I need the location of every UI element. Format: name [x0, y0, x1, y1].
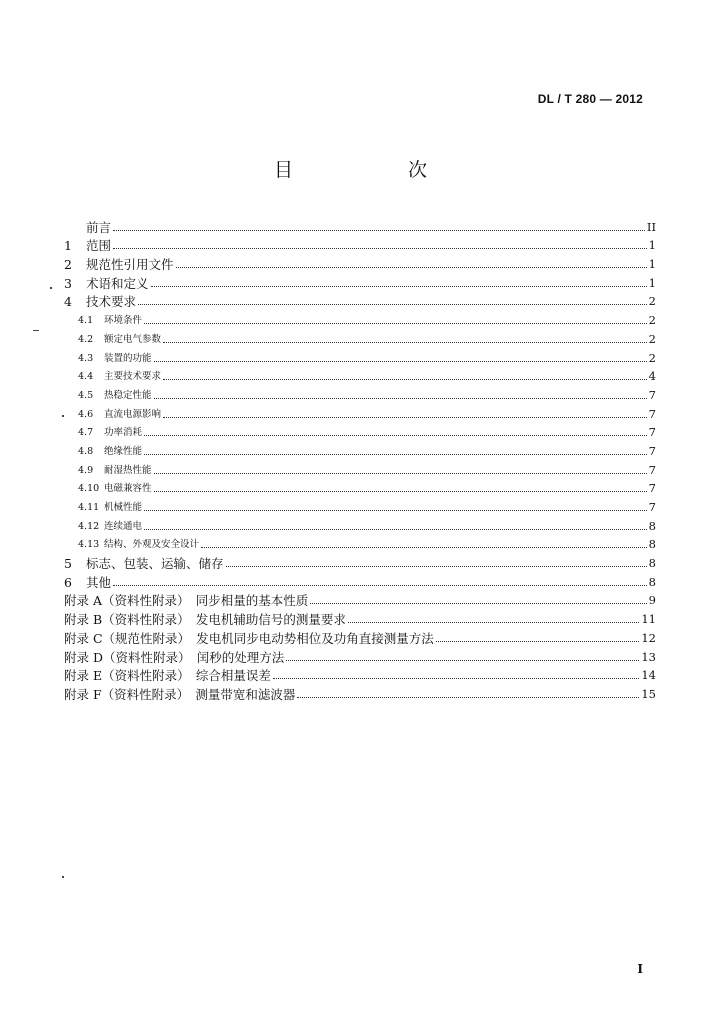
dot-leader — [436, 641, 640, 642]
toc-entry-4-1[interactable] — [64, 309, 656, 328]
dot-leader — [144, 323, 647, 324]
dot-leader — [154, 398, 647, 399]
toc-entry-4-7[interactable] — [64, 422, 656, 441]
dot-leader — [176, 267, 647, 268]
toc-entry-label: 范围 — [86, 238, 112, 254]
dot-leader — [201, 547, 647, 548]
toc-entry-6[interactable] — [64, 571, 656, 590]
toc-entry-4-8[interactable] — [64, 440, 656, 459]
toc-entry-number: 4.13 — [78, 539, 100, 551]
toc-entry-5[interactable] — [64, 552, 656, 571]
toc-entry-label: 前言 — [86, 219, 112, 235]
toc-entry-label: 规范性引用文件 — [86, 257, 174, 273]
toc-entry-label: 功率消耗 — [104, 427, 143, 439]
dot-leader — [154, 491, 647, 492]
standard-code: DL / T 280 — 2012 — [537, 92, 643, 106]
dot-leader — [348, 622, 639, 623]
toc-entry-page: 13 — [641, 649, 656, 664]
toc-entry-page: 7 — [648, 443, 656, 458]
toc-entry-2[interactable] — [64, 253, 656, 272]
toc-entry-number: 4.5 — [78, 389, 94, 401]
toc-entry-4-11[interactable] — [64, 496, 656, 515]
toc-entry-4-6[interactable] — [64, 403, 656, 422]
toc-entry-page: 7 — [648, 462, 656, 477]
toc-entry-number: 2 — [64, 257, 72, 273]
dot-leader — [286, 660, 639, 661]
toc-entry-3[interactable] — [64, 272, 656, 291]
toc-entry-page: 1 — [648, 257, 656, 272]
toc-entry-4-12[interactable] — [64, 515, 656, 534]
toc-entry-4-5[interactable] — [64, 384, 656, 403]
dot-leader — [163, 417, 647, 418]
toc-entry-page: 11 — [641, 612, 656, 627]
toc-entry-page: 8 — [648, 518, 656, 533]
toc-entry-label: 附录 E（资料性附录） 综合相量误差 — [64, 668, 271, 684]
table-of-contents — [64, 216, 656, 702]
dot-leader — [144, 510, 647, 511]
toc-entry-page: 14 — [641, 668, 656, 683]
toc-entry-label: 直流电源影响 — [104, 408, 162, 420]
toc-entry-annex-f[interactable] — [64, 683, 656, 702]
toc-entry-4-9[interactable] — [64, 459, 656, 478]
toc-entry-4-2[interactable] — [64, 328, 656, 347]
toc-entry-annex-a[interactable] — [64, 590, 656, 609]
toc-entry-number: 4.4 — [78, 371, 94, 383]
toc-entry-4-13[interactable] — [64, 534, 656, 553]
dot-leader — [144, 454, 647, 455]
toc-entry-annex-e[interactable] — [64, 665, 656, 684]
page-title: 目 次 — [273, 159, 475, 181]
dot-leader — [113, 230, 645, 231]
dot-leader — [113, 585, 647, 586]
toc-entry-label: 主要技术要求 — [104, 371, 162, 383]
toc-entry-page: II — [646, 219, 656, 234]
toc-entry-number: 4.12 — [78, 520, 100, 532]
toc-entry-label: 环境条件 — [104, 315, 143, 327]
toc-entry-annex-c[interactable] — [64, 627, 656, 646]
toc-entry-number: 1 — [64, 238, 72, 254]
toc-entry-label: 结构、外观及安全设计 — [104, 539, 200, 551]
toc-entry-number: 4.3 — [78, 352, 94, 364]
toc-entry-number: 4.11 — [78, 502, 100, 513]
toc-entry-page: 8 — [648, 574, 656, 589]
dot-leader — [163, 379, 647, 380]
toc-entry-number: 4.1 — [78, 315, 94, 327]
toc-entry-number: 4.7 — [78, 427, 94, 439]
toc-entry-page: 12 — [641, 630, 656, 645]
scan-speck — [50, 287, 52, 289]
toc-entry-label: 附录 C（规范性附录） 发电机同步电动势相位及功角直接测量方法 — [64, 630, 434, 646]
toc-entry-4[interactable] — [64, 291, 656, 310]
toc-entry-label: 其他 — [86, 574, 112, 590]
dot-leader — [138, 304, 647, 305]
scan-speck — [33, 330, 39, 331]
toc-entry-foreword[interactable] — [64, 216, 656, 235]
dot-leader — [154, 473, 647, 474]
toc-entry-annex-b[interactable] — [64, 608, 656, 627]
dot-leader — [310, 603, 646, 604]
dot-leader — [151, 286, 647, 287]
toc-entry-label: 术语和定义 — [86, 275, 149, 291]
dot-leader — [297, 697, 639, 698]
toc-entry-label: 附录 D（资料性附录） 闰秒的处理方法 — [64, 649, 285, 665]
toc-entry-page: 4 — [648, 369, 656, 384]
toc-entry-page: 7 — [648, 406, 656, 421]
toc-entry-label: 标志、包装、运输、储存 — [86, 556, 224, 572]
toc-entry-label: 连续通电 — [104, 520, 143, 532]
toc-entry-number: 3 — [64, 275, 72, 291]
toc-entry-number: 4.2 — [78, 333, 94, 345]
toc-entry-annex-d[interactable] — [64, 646, 656, 665]
toc-entry-page: 2 — [648, 294, 656, 309]
toc-entry-label: 装置的功能 — [104, 352, 152, 364]
toc-entry-page: 7 — [648, 481, 656, 496]
dot-leader — [273, 678, 640, 679]
toc-entry-number: 4 — [64, 294, 72, 310]
toc-entry-page: 2 — [648, 313, 656, 328]
toc-entry-label: 附录 F（资料性附录） 测量带宽和滤波器 — [64, 686, 296, 702]
toc-entry-1[interactable] — [64, 235, 656, 254]
toc-entry-page: 2 — [648, 350, 656, 365]
page-number: I — [637, 962, 643, 976]
toc-entry-page: 15 — [641, 686, 656, 701]
toc-entry-page: 1 — [648, 238, 656, 253]
toc-entry-4-4[interactable] — [64, 366, 656, 385]
toc-entry-page: 1 — [648, 275, 656, 290]
toc-entry-label: 额定电气参数 — [104, 333, 162, 345]
toc-entry-label: 热稳定性能 — [104, 389, 152, 401]
scan-speck — [62, 415, 64, 417]
toc-entry-page: 8 — [648, 556, 656, 571]
toc-entry-label: 附录 B（资料性附录） 发电机辅助信号的测量要求 — [64, 612, 346, 628]
dot-leader — [113, 248, 647, 249]
dot-leader — [163, 342, 647, 343]
toc-entry-page: 9 — [648, 593, 656, 608]
toc-entry-label: 电磁兼容性 — [104, 483, 152, 495]
toc-entry-page: 7 — [648, 387, 656, 402]
toc-entry-label: 耐湿热性能 — [104, 464, 152, 476]
toc-entry-label: 附录 A（资料性附录） 同步相量的基本性质 — [64, 593, 309, 609]
toc-entry-number: 4.9 — [78, 464, 94, 476]
scan-speck — [62, 876, 64, 878]
toc-entry-label: 技术要求 — [86, 294, 137, 310]
dot-leader — [226, 566, 647, 567]
dot-leader — [144, 529, 647, 530]
toc-entry-number: 6 — [64, 574, 72, 590]
toc-entry-4-3[interactable] — [64, 347, 656, 366]
toc-entry-number: 4.6 — [78, 408, 94, 420]
dot-leader — [144, 435, 647, 436]
toc-entry-page: 8 — [648, 537, 656, 552]
dot-leader — [154, 361, 647, 362]
toc-entry-page: 7 — [648, 425, 656, 440]
toc-entry-number: 5 — [64, 556, 72, 572]
toc-entry-label: 绝缘性能 — [104, 445, 143, 457]
toc-entry-label: 机械性能 — [104, 502, 143, 513]
toc-entry-page: 2 — [648, 331, 656, 346]
toc-entry-number: 4.8 — [78, 445, 94, 457]
toc-entry-4-10[interactable] — [64, 478, 656, 497]
toc-entry-page: 7 — [648, 500, 656, 514]
toc-entry-number: 4.10 — [78, 483, 100, 495]
